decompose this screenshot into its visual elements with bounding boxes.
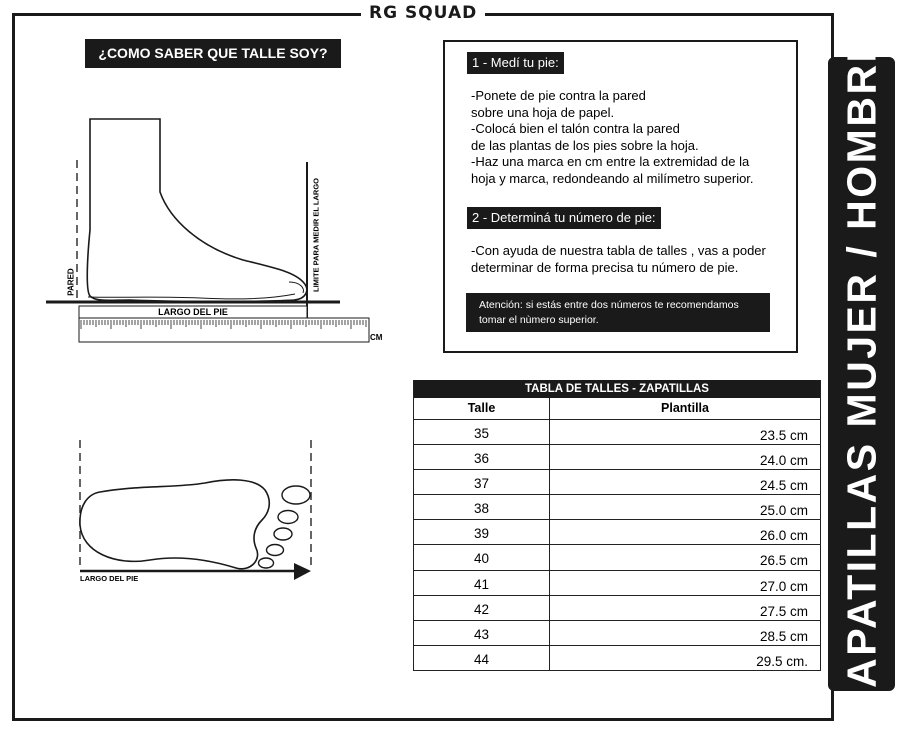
size-cell: 39 bbox=[414, 520, 550, 544]
table-row bbox=[414, 596, 820, 621]
size-table bbox=[413, 380, 821, 671]
size-cell: 35 bbox=[414, 420, 550, 444]
side-banner-label: ZAPATILLAS MUJER / HOMBRE bbox=[838, 32, 884, 716]
size-cell: 42 bbox=[414, 596, 550, 620]
brand-title: RG SQUAD bbox=[361, 3, 485, 23]
insole-cell: 26.0 cm bbox=[759, 528, 808, 544]
insole-cell: 29.5 cm. bbox=[756, 653, 808, 669]
side-length-label: LARGO DEL PIE bbox=[158, 307, 228, 317]
limit-label: LIMITE PARA MEDIR EL LARGO bbox=[311, 177, 321, 293]
page-title: ¿COMO SABER QUE TALLE SOY? bbox=[85, 39, 341, 68]
size-cell: 43 bbox=[414, 621, 550, 645]
table-row bbox=[414, 495, 820, 520]
step1-text: -Ponete de pie contra la pared sobre una hoja de papel. -Colocá bien el talón contra la pared de las plantas de los pies sobre la hoja. -Haz una marca en cm entre la extremidad de la hoja y marca, redondeando al milímetro superior. bbox=[471, 88, 754, 186]
size-cell: 36 bbox=[414, 445, 550, 469]
side-banner bbox=[828, 32, 895, 716]
insole-cell: 24.5 cm bbox=[759, 478, 808, 494]
step2-title: 2 - Determiná tu número de pie: bbox=[467, 207, 661, 229]
table-row bbox=[414, 470, 820, 495]
size-table-header bbox=[414, 398, 820, 420]
insole-cell: 25.0 cm bbox=[759, 503, 808, 519]
step2-text: -Con ayuda de nuestra tabla de talles , vas a poder determinar de forma precisa tu número de pie. bbox=[471, 243, 766, 275]
size-cell: 40 bbox=[414, 545, 550, 569]
table-row bbox=[414, 520, 820, 545]
insole-cell: 27.0 cm bbox=[759, 578, 808, 594]
insole-cell: 28.5 cm bbox=[759, 628, 808, 644]
table-row bbox=[414, 571, 820, 596]
header-talle: Talle bbox=[414, 398, 550, 419]
table-row bbox=[414, 445, 820, 470]
size-table-title: TABLA DE TALLES - ZAPATILLAS bbox=[414, 380, 820, 398]
size-table-body bbox=[414, 420, 820, 671]
table-row bbox=[414, 621, 820, 646]
insole-cell: 26.5 cm bbox=[759, 553, 808, 569]
table-row bbox=[414, 420, 820, 445]
size-cell: 38 bbox=[414, 495, 550, 519]
top-length-label: LARGO DEL PIE bbox=[80, 574, 139, 583]
table-row bbox=[414, 545, 820, 570]
insole-cell: 23.5 cm bbox=[759, 428, 808, 443]
table-row bbox=[414, 646, 820, 671]
insole-cell: 24.0 cm bbox=[759, 453, 808, 469]
size-cell: 41 bbox=[414, 571, 550, 595]
size-cell: 44 bbox=[414, 646, 550, 670]
step1-title: 1 - Medí tu pie: bbox=[467, 52, 564, 74]
insole-cell: 27.5 cm bbox=[759, 603, 808, 619]
header-plantilla: Plantilla bbox=[661, 401, 709, 415]
wall-label: PARED bbox=[66, 268, 76, 296]
unit-label: CM bbox=[370, 333, 383, 342]
warning-box: Atención: si estás entre dos números te recomendamos tomar el nùmero superior. bbox=[466, 293, 770, 332]
size-cell: 37 bbox=[414, 470, 550, 494]
